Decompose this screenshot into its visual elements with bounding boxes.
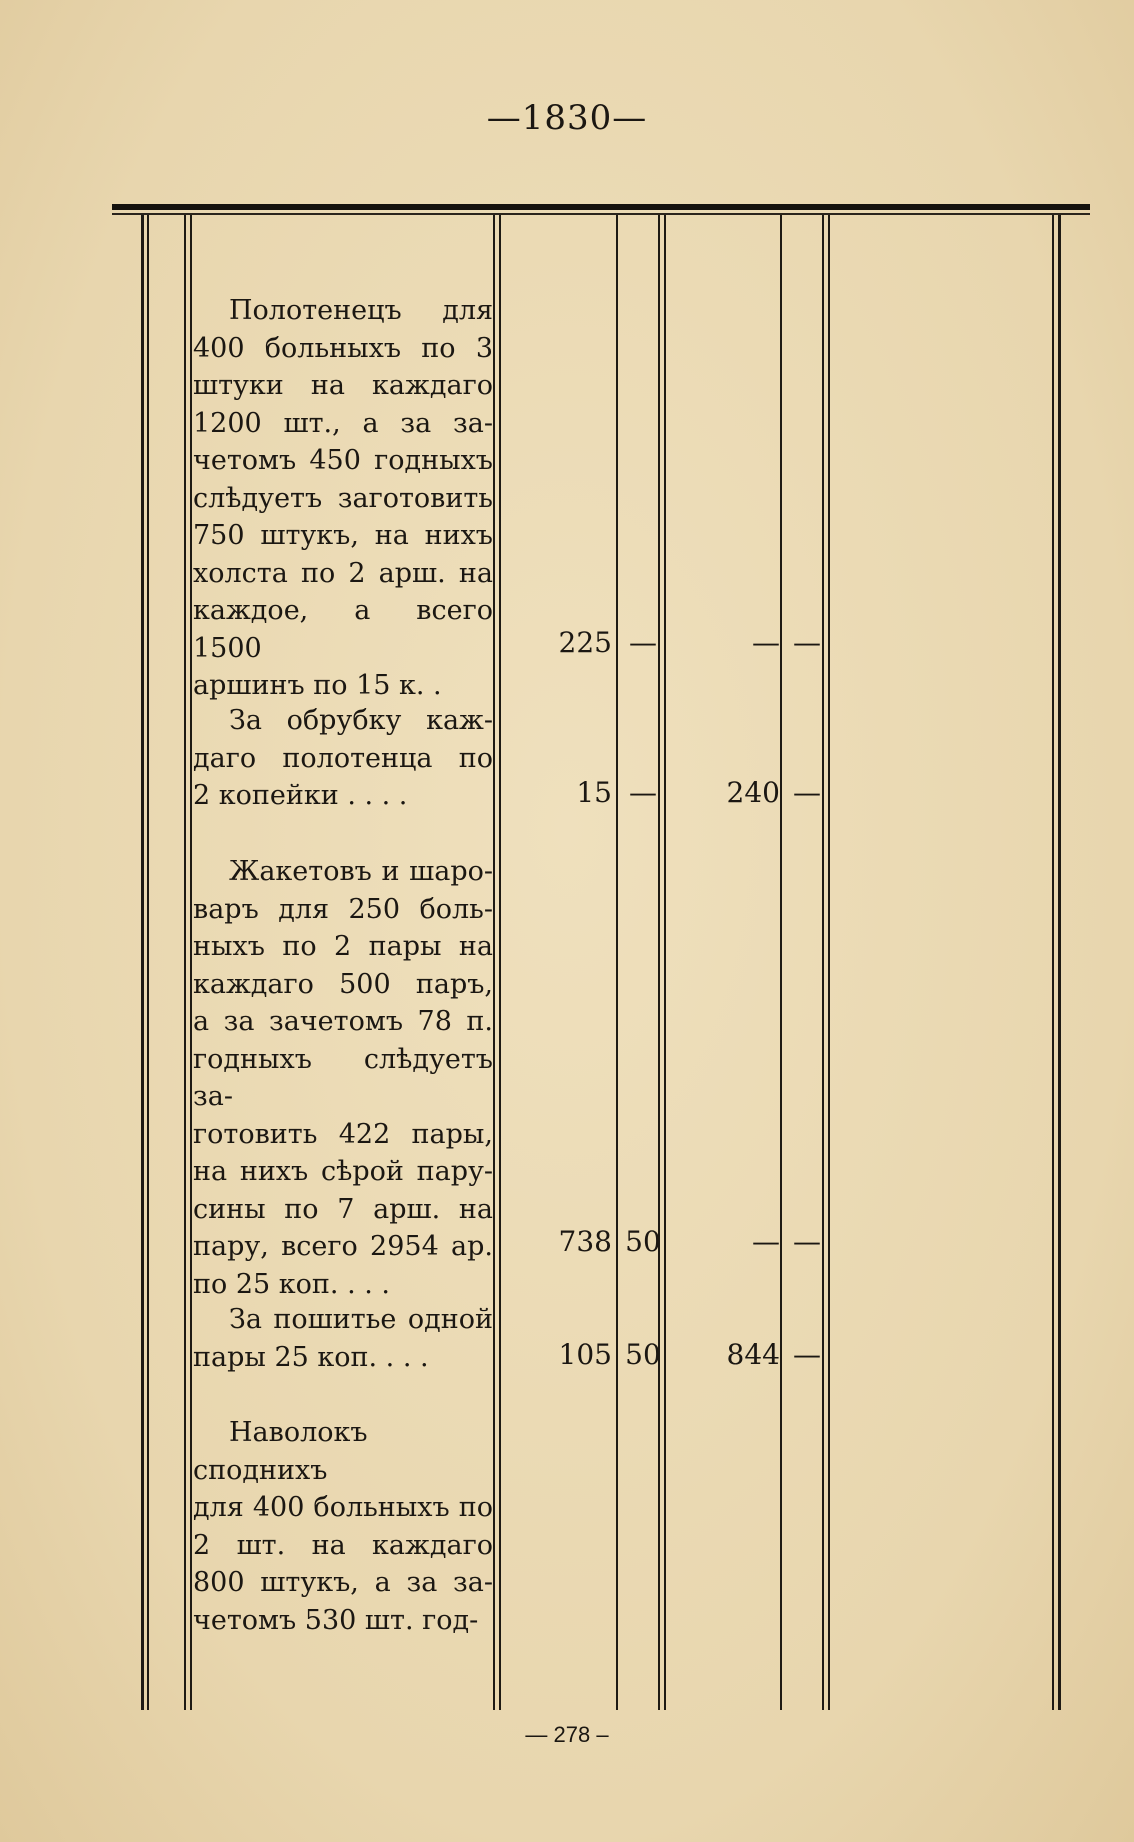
- entry-text-line: За обрубку каж-: [229, 705, 493, 736]
- table-top-rule-thin: [112, 213, 1090, 215]
- entry-text-line: четомъ 530 шт. год-: [193, 1604, 479, 1636]
- total-kopecks: —: [793, 1225, 821, 1258]
- entry-text-line: 2 копейки . . . .: [193, 780, 408, 811]
- total-roubles: 240: [726, 776, 780, 809]
- entry-text-line: холста по 2 арш. на: [193, 557, 493, 589]
- column-rule: [780, 215, 782, 1710]
- entry-text-line: варъ для 250 боль-: [193, 893, 493, 925]
- table-top-rule: [112, 204, 1090, 210]
- entry-text-line: 400 больныхъ по 3: [193, 332, 493, 364]
- total-kopecks: —: [793, 1338, 821, 1371]
- table-row: [193, 292, 493, 705]
- amount-kopecks: —: [629, 776, 657, 809]
- total-kopecks: —: [793, 626, 821, 659]
- column-rule: [184, 215, 186, 1710]
- amount-roubles: 105: [558, 1338, 612, 1371]
- entry-text-line: Наволокъ споднихъ: [193, 1417, 368, 1486]
- column-rule: [658, 215, 660, 1710]
- table-border-left: [141, 215, 144, 1710]
- entry-text-line: 1200 шт., а за за-: [193, 407, 493, 439]
- amount-kopecks: —: [629, 626, 657, 659]
- total-roubles: —: [752, 626, 780, 659]
- entry-text-line: годныхъ слѣдуетъ за-: [193, 1043, 493, 1112]
- column-rule: [499, 215, 501, 1710]
- table-border-right-outer: [1058, 215, 1061, 1710]
- amount-kopecks: 50: [625, 1225, 661, 1258]
- entry-text-line: для 400 больныхъ по: [193, 1492, 493, 1523]
- column-rule: [664, 215, 666, 1710]
- column-rule: [190, 215, 192, 1710]
- entry-text-line: готовить 422 пары,: [193, 1118, 493, 1150]
- column-rule: [616, 215, 618, 1710]
- page-header: —1830—: [486, 98, 648, 138]
- entry-text-line: Жакетовъ и шаро-: [229, 856, 493, 887]
- entry-text-line: каждое, а всего 1500: [193, 595, 493, 664]
- table-row: [193, 853, 493, 1303]
- entry-text-line: четомъ 450 годныхъ: [193, 445, 493, 476]
- entry-text-line: аршинъ по 15 к. .: [193, 670, 442, 701]
- entry-text-line: 2 шт. на каждаго: [193, 1529, 493, 1561]
- entry-text-line: ныхъ по 2 пары на: [193, 931, 493, 962]
- entry-text-line: пары 25 коп. . . .: [193, 1341, 429, 1373]
- amount-roubles: 15: [576, 776, 612, 809]
- total-roubles: 844: [726, 1338, 780, 1371]
- amount-roubles: 738: [558, 1225, 612, 1258]
- entry-text-line: слѣдуетъ заготовить: [193, 482, 493, 514]
- entry-text-line: пару, всего 2954 ар.: [193, 1231, 493, 1262]
- entry-text-line: штуки на каждаго: [193, 370, 493, 401]
- total-kopecks: —: [793, 776, 821, 809]
- total-roubles: —: [752, 1225, 780, 1258]
- entry-text-line: на нихъ сѣрой пару-: [193, 1156, 493, 1187]
- table-row: [193, 702, 493, 815]
- amount-roubles: 225: [558, 626, 612, 659]
- column-rule: [493, 215, 495, 1710]
- column-rule: [822, 215, 824, 1710]
- table-border-left-inner: [147, 215, 149, 1710]
- entry-text-line: 800 штукъ, а за за-: [193, 1567, 493, 1598]
- entry-text-line: сины по 7 арш. на: [193, 1193, 493, 1225]
- entry-text-line: а за зачетомъ 78 п.: [193, 1006, 493, 1037]
- entry-text-line: даго полотенца по: [193, 742, 493, 774]
- column-rule: [828, 215, 830, 1710]
- entry-text-line: Полотенецъ для: [229, 295, 493, 326]
- table-row: [193, 1414, 493, 1639]
- table-row: [193, 1301, 493, 1376]
- entry-text-line: За пошитье одной: [229, 1304, 493, 1335]
- amount-kopecks: 50: [625, 1338, 661, 1371]
- table-border-right: [1052, 215, 1054, 1710]
- entry-text-line: каждаго 500 паръ,: [193, 968, 493, 1000]
- entry-text-line: 750 штукъ, на нихъ: [193, 520, 493, 551]
- page-footer: — 278 –: [525, 1722, 609, 1747]
- entry-text-line: по 25 коп. . . .: [193, 1268, 390, 1300]
